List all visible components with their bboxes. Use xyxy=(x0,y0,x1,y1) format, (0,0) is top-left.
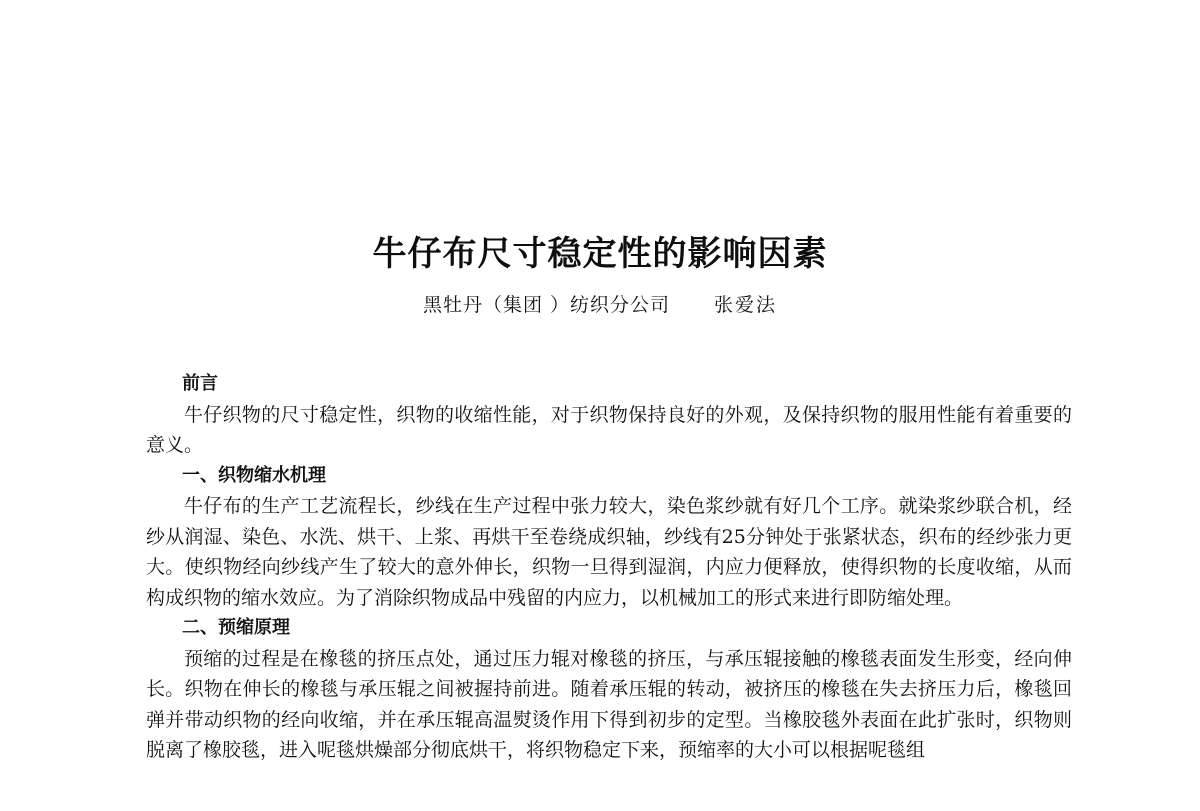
paragraph-preface: 牛仔织物的尺寸稳定性，织物的收缩性能，对于织物保持良好的外观，及保持织物的服用性能有着重要的意义。 xyxy=(146,403,1072,456)
author-organization: 黑牡丹（集团 ）纺织分公司 xyxy=(422,294,671,316)
section-heading-1: 一、织物缩水机理 xyxy=(182,464,326,486)
paragraph-2: 预缩的过程是在橡毯的挤压点处，通过压力辊对橡毯的挤压，与承压辊接触的橡毯表面发生形变，经向伸长。织物在伸长的橡毯与承压辊之间被握持前进。随着承压辊的转动，被挤压的橡毯在失去挤压力后，橡毯回弹并带动织物的经向收缩，并在承压辊高温熨烫作用下得到初步的定型。当橡胶毯外表面在此扩张时，织物则脱离了橡胶毯，进入呢毯烘燥部分彻底烘干，将织物稳定下来，预缩率的大小可以根据呢毯组 xyxy=(146,647,1072,761)
paragraph-1: 牛仔布的生产工艺流程长，纱线在生产过程中张力较大，染色浆纱就有好几个工序。就染浆纱联合机，经纱从润湿、染色、水洗、烘干、上浆、再烘干至卷绕成织轴，纱线有25分钟处于张紧状态，织布的经纱张力更大。使织物经向纱线产生了较大的意外伸长，织物一旦得到湿润，内应力便释放，使得织物的长度收缩，从而构成织物的缩水效应。为了消除织物成品中残留的内应力，以机械加工的形式来进行即防缩处理。 xyxy=(146,495,1072,609)
article-title: 牛仔布尺寸稳定性的影响因素 xyxy=(372,234,828,274)
section-heading-preface: 前言 xyxy=(182,373,218,394)
author-name: 张爱法 xyxy=(714,294,778,316)
section-heading-2: 二、预缩原理 xyxy=(182,617,290,638)
article-body xyxy=(146,369,1072,766)
byline xyxy=(0,292,1200,318)
